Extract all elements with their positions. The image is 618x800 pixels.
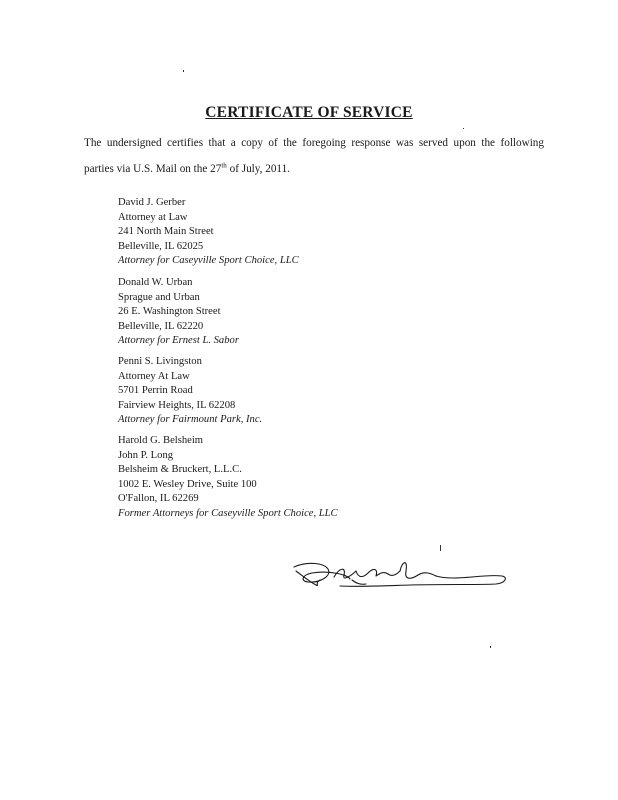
party-line: Sprague and Urban	[118, 291, 200, 303]
intro-line-2-end: of July, 2011.	[226, 163, 290, 175]
party-address: 26 E. Washington Street	[118, 306, 221, 317]
party-firm: Belsheim & Bruckert, L.L.C.	[118, 464, 242, 475]
party-name: Penni S. Livingston	[118, 356, 202, 367]
page-title: CERTIFICATE OF SERVICE	[205, 104, 413, 121]
intro-line-2-start: parties via U.S. Mail on the 27	[84, 163, 222, 175]
service-party-block	[118, 276, 239, 349]
scan-speck	[490, 646, 491, 648]
scan-speck	[463, 128, 464, 129]
service-party-block	[118, 355, 262, 428]
intro-line-2	[84, 163, 544, 175]
party-address: 5701 Perrin Road	[118, 385, 193, 396]
party-role: Attorney for Fairmount Park, Inc.	[118, 414, 263, 425]
party-city: O'Fallon, IL 62269	[118, 493, 199, 504]
party-address: 1002 E. Wesley Drive, Suite 100	[118, 478, 257, 490]
party-name: Donald W. Urban	[118, 277, 193, 288]
scan-speck	[183, 70, 184, 72]
party-role: Attorney for Caseyville Sport Choice, LLC	[118, 255, 299, 266]
party-name: Harold G. Belsheim	[118, 435, 204, 446]
party-role: Former Attorneys for Caseyville Sport Choice, LLC	[118, 507, 338, 519]
service-party-block	[118, 434, 338, 521]
date-ordinal-suffix: th	[221, 161, 227, 170]
party-role: Attorney for Ernest L. Sabor	[118, 335, 239, 346]
service-party-block	[118, 196, 299, 269]
signature-image	[290, 549, 515, 599]
party-city: Fairview Heights, IL 62208	[118, 399, 236, 411]
intro-line-1: The undersigned certifies that a copy of the foregoing response was served upon the following	[84, 137, 544, 149]
party-name: David J. Gerber	[118, 197, 186, 208]
party-city: Belleville, IL 62220	[118, 320, 204, 332]
party-city: Belleville, IL 62025	[118, 240, 204, 252]
party-line: Attorney at Law	[118, 211, 188, 223]
party-line: Attorney At Law	[118, 370, 190, 382]
party-address: 241 North Main Street	[118, 226, 214, 237]
party-name-2: John P. Long	[118, 449, 174, 461]
